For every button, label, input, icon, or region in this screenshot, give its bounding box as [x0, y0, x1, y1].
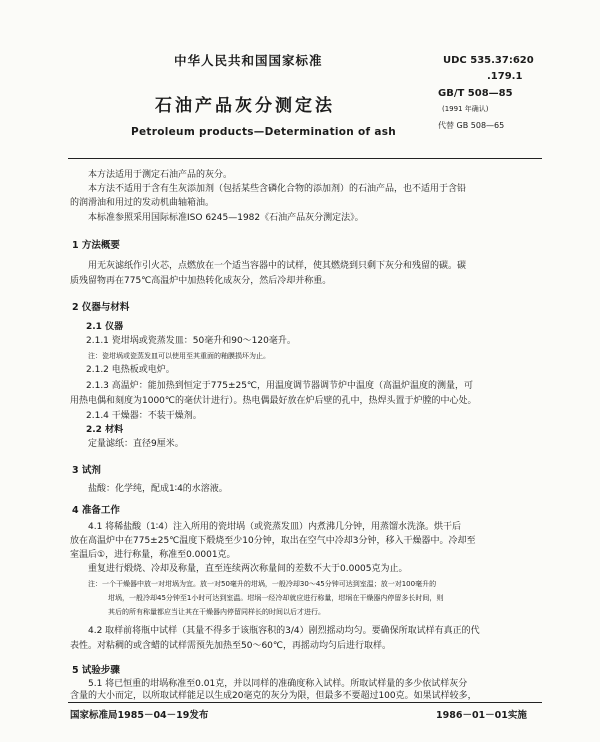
item-2-1-2: 2.1.2 电热板或电炉。	[86, 365, 175, 375]
item-4-1-line-1: 4.1 将稀盐酸（1∶4）注入所用的瓷坩埚（或瓷蒸发皿）内煮沸几分钟，用蒸馏水洗涤。烘干后	[88, 522, 461, 532]
header-rule	[68, 158, 542, 159]
item-2-1-4: 2.1.4 干燥器：不装干燥剂。	[86, 411, 202, 421]
item-4-2-line-2: 表性。对粘稠的或含蜡的试样需预先加热至50～60℃，再摇动均匀后进行取样。	[70, 641, 392, 651]
item-5-1-line-1: 5.1 将已恒重的坩埚称准至0.01克，并以同样的准确度称入试样。所取试样量的多少依试样灰分	[88, 679, 468, 689]
intro-paragraph-3: 本标准参照采用国际标准ISO 6245—1982《石油产品灰分测定法》。	[88, 213, 364, 223]
standard-number: GB/T 508—85	[438, 88, 513, 99]
udc-code: UDC 535.37:620	[443, 55, 534, 66]
footer-rule	[68, 702, 542, 703]
note-4-1-line-2: 坩埚，一般冷却45分钟至1小时可达到室温。坩埚一经冷却就应进行称量，坩埚在干燥器内停留多长时间，则	[108, 594, 444, 602]
section-2-heading: 2 仪器与材料	[72, 302, 130, 313]
note-4-1-line-3: 其后的所有称量都应当让其在干燥器内停留同样长的时间以后才进行。	[108, 608, 325, 616]
implementation-date: 1986－01－01实施	[436, 710, 527, 721]
section-1-line-1: 用无灰滤纸作引火芯，点燃放在一个适当容器中的试样，使其燃烧到只剩下灰分和残留的碳。碳	[88, 261, 467, 271]
section-1-heading: 1 方法概要	[72, 240, 120, 251]
section-3-heading: 3 试剂	[72, 465, 101, 476]
note-4-1-line-1: 注：一个干燥器中放一对坩埚为宜。放一对50毫升的坩埚，一般冷却30～45分钟可达到室温；放一对100毫升的	[88, 580, 437, 588]
section-1-line-2: 质残留物再在775℃高温炉中加热转化成灰分，然后冷却并称重。	[70, 276, 332, 286]
replaces-standard: 代替 GB 508—65	[438, 121, 505, 130]
item-2-1-1: 2.1.1 瓷坩埚或瓷蒸发皿：50毫升和90～120毫升。	[86, 336, 296, 346]
item-2-1-3-line-2: 用热电偶和刻度为1000℃的毫伏计进行）。热电偶最好放在炉后壁的孔中，热焊头置于炉膛的中心处。	[70, 396, 477, 406]
intro-paragraph-1: 本方法适用于测定石油产品的灰分。	[88, 170, 233, 180]
intro-paragraph-2-line-1: 本方法不适用于含有生灰添加剂（包括某些含磷化合物的添加剂）的石油产品，也不适用于含铅	[88, 184, 467, 194]
section-4-heading: 4 准备工作	[72, 505, 120, 516]
item-2-1-3-line-1: 2.1.3 高温炉：能加热到恒定于775±25℃，用温度调节器调节炉中温度（高温炉温度的测量，可	[86, 381, 474, 391]
item-2-2: 定量滤纸：直径9厘米。	[88, 439, 184, 449]
item-4-2-line-1: 4.2 取样前将瓶中试样（其量不得多于该瓶容积的3/4）剧烈摇动均匀。要确保所取试样有真正的代	[88, 626, 480, 636]
english-title: Petroleum products—Determination of ash	[131, 126, 397, 138]
item-4-1-line-3: 室温后①，进行称量，称准至0.0001克。	[70, 550, 236, 560]
section-3-line-1: 盐酸：化学纯，配成1∶4的水溶液。	[88, 484, 228, 494]
document-title: 石油产品灰分测定法	[155, 96, 335, 116]
issue-date: 国家标准局1985－04－19发布	[70, 710, 209, 721]
udc-code-continuation: .179.1	[487, 71, 523, 82]
note-2-1-1: 注：瓷坩埚或瓷蒸发皿可以使用至其重面的釉膜损坏为止。	[88, 352, 270, 360]
item-4-1-line-2: 放在高温炉中在775±25℃温度下煅烧至少10分钟，取出在空气中冷却3分钟，移入干燥器中。冷却至	[70, 536, 476, 546]
section-5-heading: 5 试验步骤	[72, 665, 120, 676]
confirmation-year: (1991 年确认)	[442, 105, 489, 113]
intro-paragraph-2-line-2: 的润滑油和用过的发动机曲轴箱油。	[70, 198, 215, 208]
item-4-1-line-4: 重复进行煅烧、冷却及称量，直至连续两次称量间的差数不大于0.0005克为止。	[88, 564, 408, 574]
subsection-2-1-heading: 2.1 仪器	[86, 322, 124, 332]
item-5-1-line-2: 含量的大小而定，以所取试样能足以生成20毫克的灰分为限，但最多不要超过100克。如果试样较多，	[70, 691, 477, 701]
country-standard-title: 中华人民共和国国家标准	[174, 53, 323, 68]
subsection-2-2-heading: 2.2 材料	[86, 425, 124, 435]
